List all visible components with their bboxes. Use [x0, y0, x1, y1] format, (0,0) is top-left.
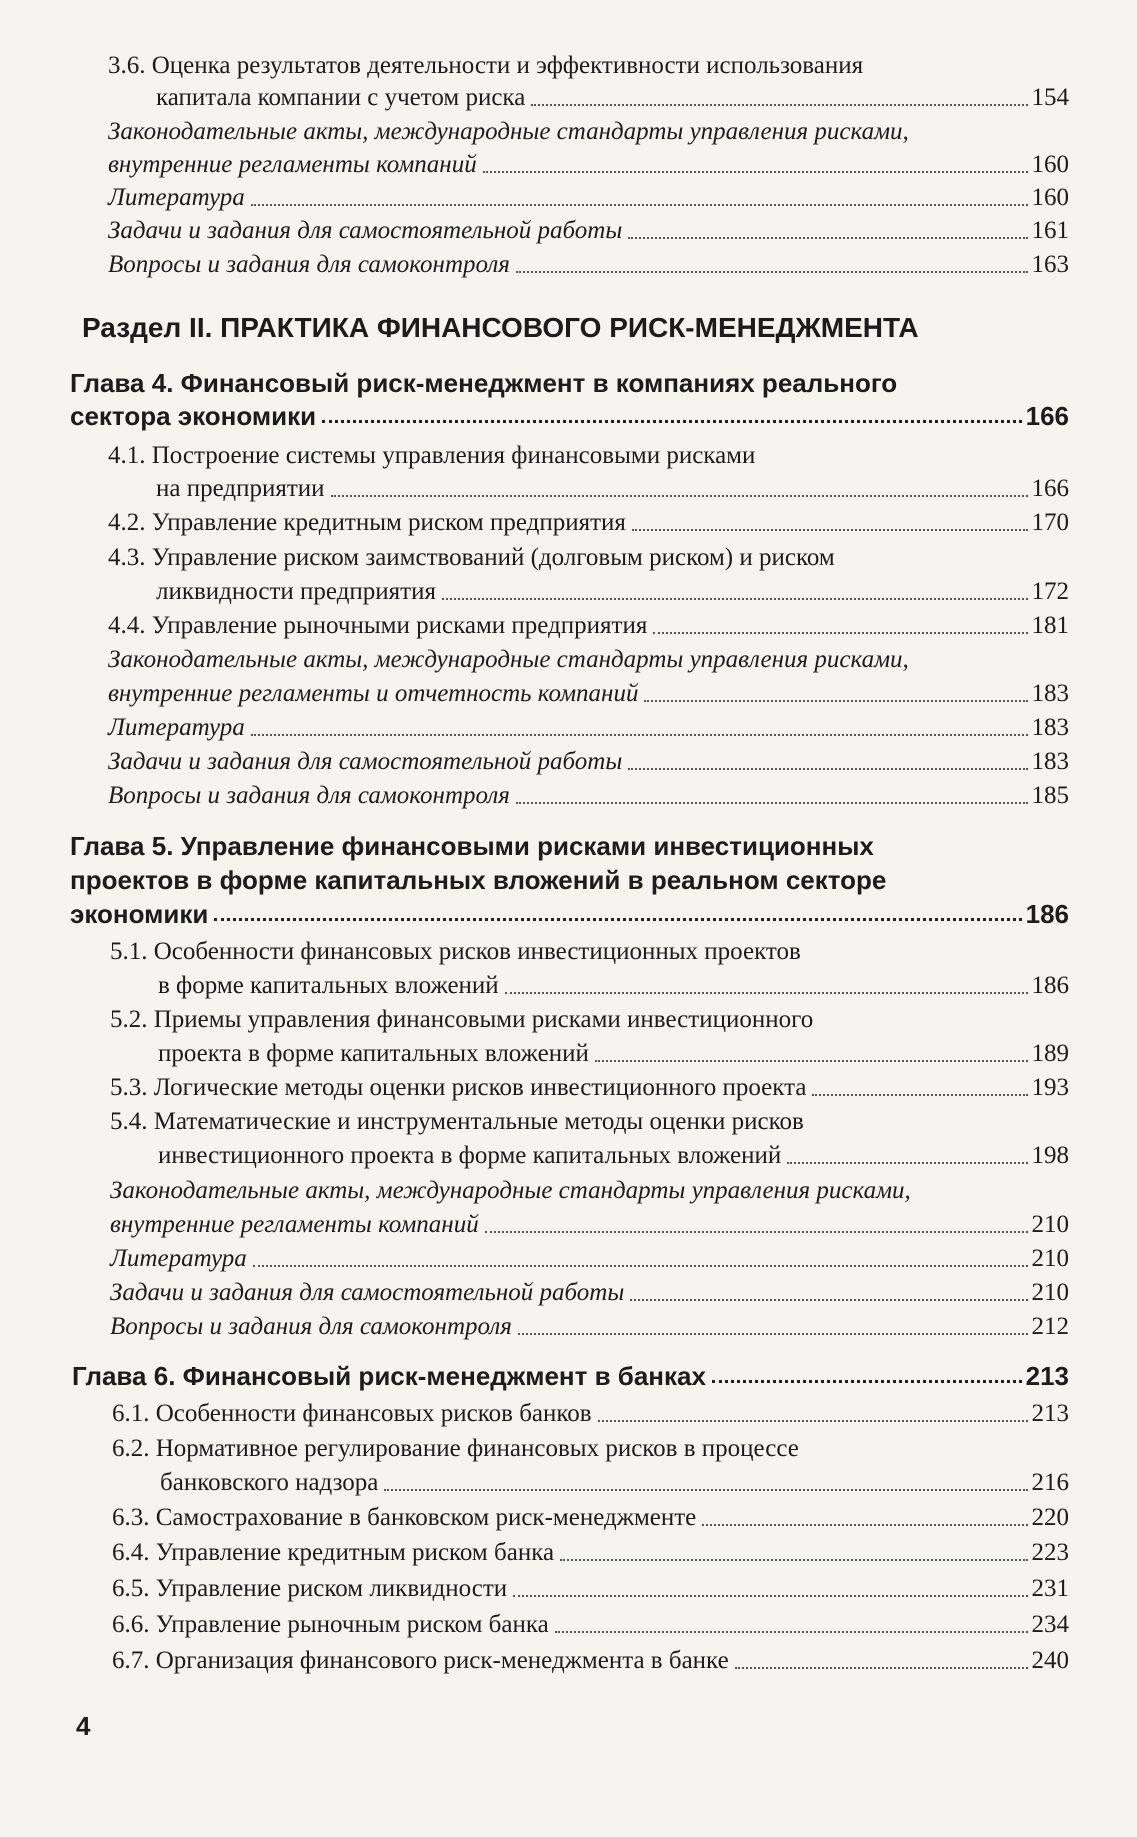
leader-dots [630, 1298, 1027, 1301]
toc-entry-5-4-line1: 5.4. Математические и инструментальные методы оценки рисков [110, 1108, 804, 1135]
leader-dots [331, 494, 1028, 497]
toc-literature-ch4: Литература 183 [108, 711, 1069, 745]
toc-tasks-ch5: Задачи и задания для самостоятельной работы 210 [110, 1276, 1069, 1310]
toc-entry-5-4: инвестиционного проекта в форме капитальных вложений 198 [158, 1139, 1069, 1173]
toc-entry-5-1: в форме капитальных вложений 186 [158, 969, 1069, 1003]
toc-entry-6-2-line1: 6.2. Нормативное регулирование финансовых рисков в процессе [112, 1435, 799, 1462]
leader-dots [516, 270, 1028, 273]
toc-appendix-laws-ch3-line1: Законодательные акты, международные стандарты управления рисками, [108, 118, 909, 145]
leader-dots [322, 419, 1021, 423]
page-ref: 183 [1031, 714, 1069, 741]
page-ref: 181 [1031, 612, 1069, 639]
page-ref: 210 [1031, 1211, 1069, 1238]
leader-dots [516, 801, 1028, 804]
leader-dots [812, 1093, 1027, 1096]
toc-literature-ch5: Литература 210 [110, 1242, 1069, 1276]
page-number: 4 [76, 1711, 91, 1741]
toc-entry-4-4: 4.4. Управление рыночными рисками предприятия 181 [108, 609, 1069, 643]
page-ref: 240 [1031, 1647, 1069, 1674]
leader-dots [483, 170, 1028, 173]
toc-entry-6-6: 6.6. Управление рыночным риском банка 234 [112, 1608, 1069, 1642]
toc-entry-6-2: банковского надзора 216 [160, 1466, 1069, 1500]
toc-entry-3-6-line1: 3.6. Оценка результатов деятельности и эффективности использования [108, 52, 864, 79]
page-ref: 166 [1025, 401, 1069, 431]
leader-dots [384, 1488, 1027, 1491]
leader-dots [702, 1523, 1027, 1526]
toc-entry-6-4: 6.4. Управление кредитным риском банка 223 [112, 1536, 1069, 1570]
chapter-6-title: Глава 6. Финансовый риск-менеджмент в банках 213 [72, 1361, 1069, 1391]
toc-entry-5-3: 5.3. Логические методы оценки рисков инвестиционного проекта 193 [110, 1071, 1069, 1105]
page-ref: 231 [1031, 1575, 1069, 1602]
toc-appendix-laws-ch4-line1: Законодательные акты, международные стандарты управления рисками, [108, 646, 909, 673]
page-ref: 198 [1031, 1142, 1069, 1169]
page-ref: 216 [1031, 1469, 1069, 1496]
page-ref: 183 [1031, 748, 1069, 775]
chapter-5-title: экономики 186 [70, 899, 1069, 929]
leader-dots [251, 203, 1028, 206]
leader-dots [253, 1264, 1028, 1267]
leader-dots [787, 1161, 1027, 1164]
leader-dots [214, 917, 1021, 921]
toc-entry-4-1: на предприятии 166 [156, 472, 1069, 506]
leader-dots [632, 528, 1028, 531]
page-ref: 220 [1031, 1504, 1069, 1531]
toc-entry-6-5: 6.5. Управление риском ликвидности 231 [112, 1572, 1069, 1606]
toc-tasks-ch4: Задачи и задания для самостоятельной работы 183 [108, 745, 1069, 779]
page-ref: 212 [1031, 1313, 1069, 1340]
leader-dots [653, 631, 1027, 634]
toc-questions-ch5: Вопросы и задания для самоконтроля 212 [110, 1310, 1069, 1344]
toc-entry-5-2-line1: 5.2. Приемы управления финансовыми рисками инвестиционного [110, 1006, 814, 1033]
leader-dots [628, 236, 1027, 239]
leader-dots [531, 103, 1027, 106]
page-ref: 193 [1031, 1074, 1069, 1101]
page-ref: 166 [1031, 475, 1069, 502]
page-ref: 186 [1025, 899, 1069, 929]
leader-dots [598, 1419, 1028, 1422]
toc-questions-ch4: Вопросы и задания для самоконтроля 185 [108, 779, 1069, 813]
toc-tasks-ch3: Задачи и задания для самостоятельной работы 161 [108, 214, 1069, 248]
page-ref: 210 [1031, 1279, 1069, 1306]
page-ref: 213 [1031, 1400, 1069, 1427]
leader-dots [485, 1230, 1028, 1233]
page-ref: 154 [1031, 84, 1069, 111]
toc-entry-5-2: проекта в форме капитальных вложений 189 [158, 1037, 1069, 1071]
page-ref: 189 [1031, 1040, 1069, 1067]
toc-appendix-laws-ch4: внутренние регламенты и отчетность компаний 183 [108, 677, 1069, 711]
toc-appendix-laws-ch5: внутренние регламенты компаний 210 [110, 1208, 1069, 1242]
page-ref: 172 [1031, 578, 1069, 605]
leader-dots [644, 699, 1027, 702]
toc-entry-4-3: ликвидности предприятия 172 [156, 575, 1069, 609]
page-ref: 234 [1031, 1611, 1069, 1638]
leader-dots [513, 1594, 1027, 1597]
toc-entry-4-1-line1: 4.1. Построение системы управления финансовыми рисками [108, 442, 756, 469]
page-ref: 160 [1031, 151, 1069, 178]
page-ref: 210 [1031, 1245, 1069, 1272]
page-ref: 161 [1031, 217, 1069, 244]
toc-entry-4-2: 4.2. Управление кредитным риском предприятия 170 [108, 506, 1069, 540]
page-ref: 186 [1031, 972, 1069, 999]
toc-appendix-laws-ch3: внутренние регламенты компаний 160 [108, 148, 1069, 182]
toc-entry-4-3-line1: 4.3. Управление риском заимствований (долговым риском) и риском [108, 544, 835, 571]
chapter-4-title: сектора экономики 166 [70, 401, 1069, 431]
page-ref: 160 [1031, 184, 1069, 211]
leader-dots [712, 1379, 1022, 1383]
chapter-5-title-line2: проектов в форме капитальных вложений в реальном секторе [70, 865, 887, 895]
leader-dots [555, 1630, 1028, 1633]
page-ref: 183 [1031, 680, 1069, 707]
leader-dots [518, 1332, 1028, 1335]
page-ref: 213 [1025, 1361, 1069, 1391]
leader-dots [735, 1666, 1028, 1669]
leader-dots [442, 597, 1028, 600]
section-title: Раздел II. ПРАКТИКА ФИНАНСОВОГО РИСК-МЕНЕДЖМЕНТА [82, 312, 919, 343]
toc-questions-ch3: Вопросы и задания для самоконтроля 163 [108, 248, 1069, 282]
page-ref: 185 [1031, 782, 1069, 809]
toc-entry-3-6: капитала компании с учетом риска 154 [156, 81, 1069, 115]
leader-dots [628, 767, 1027, 770]
toc-literature-ch3: Литература 160 [108, 181, 1069, 215]
page-ref: 223 [1031, 1539, 1069, 1566]
page-ref: 170 [1031, 509, 1069, 536]
page-ref: 163 [1031, 251, 1069, 278]
chapter-4-title-line1: Глава 4. Финансовый риск-менеджмент в компаниях реального [70, 368, 898, 398]
toc-entry-5-1-line1: 5.1. Особенности финансовых рисков инвестиционных проектов [110, 938, 801, 965]
toc-appendix-laws-ch5-line1: Законодательные акты, международные стандарты управления рисками, [110, 1177, 911, 1204]
chapter-5-title-line1: Глава 5. Управление финансовыми рисками инвестиционных [70, 831, 874, 861]
toc-entry-6-1: 6.1. Особенности финансовых рисков банков 213 [112, 1397, 1069, 1431]
leader-dots [251, 733, 1028, 736]
leader-dots [595, 1059, 1028, 1062]
leader-dots [505, 991, 1028, 994]
toc-entry-6-7: 6.7. Организация финансового риск-менеджмента в банке 240 [112, 1644, 1069, 1678]
leader-dots [560, 1558, 1027, 1561]
toc-entry-6-3: 6.3. Самострахование в банковском риск-менеджменте 220 [112, 1501, 1069, 1535]
